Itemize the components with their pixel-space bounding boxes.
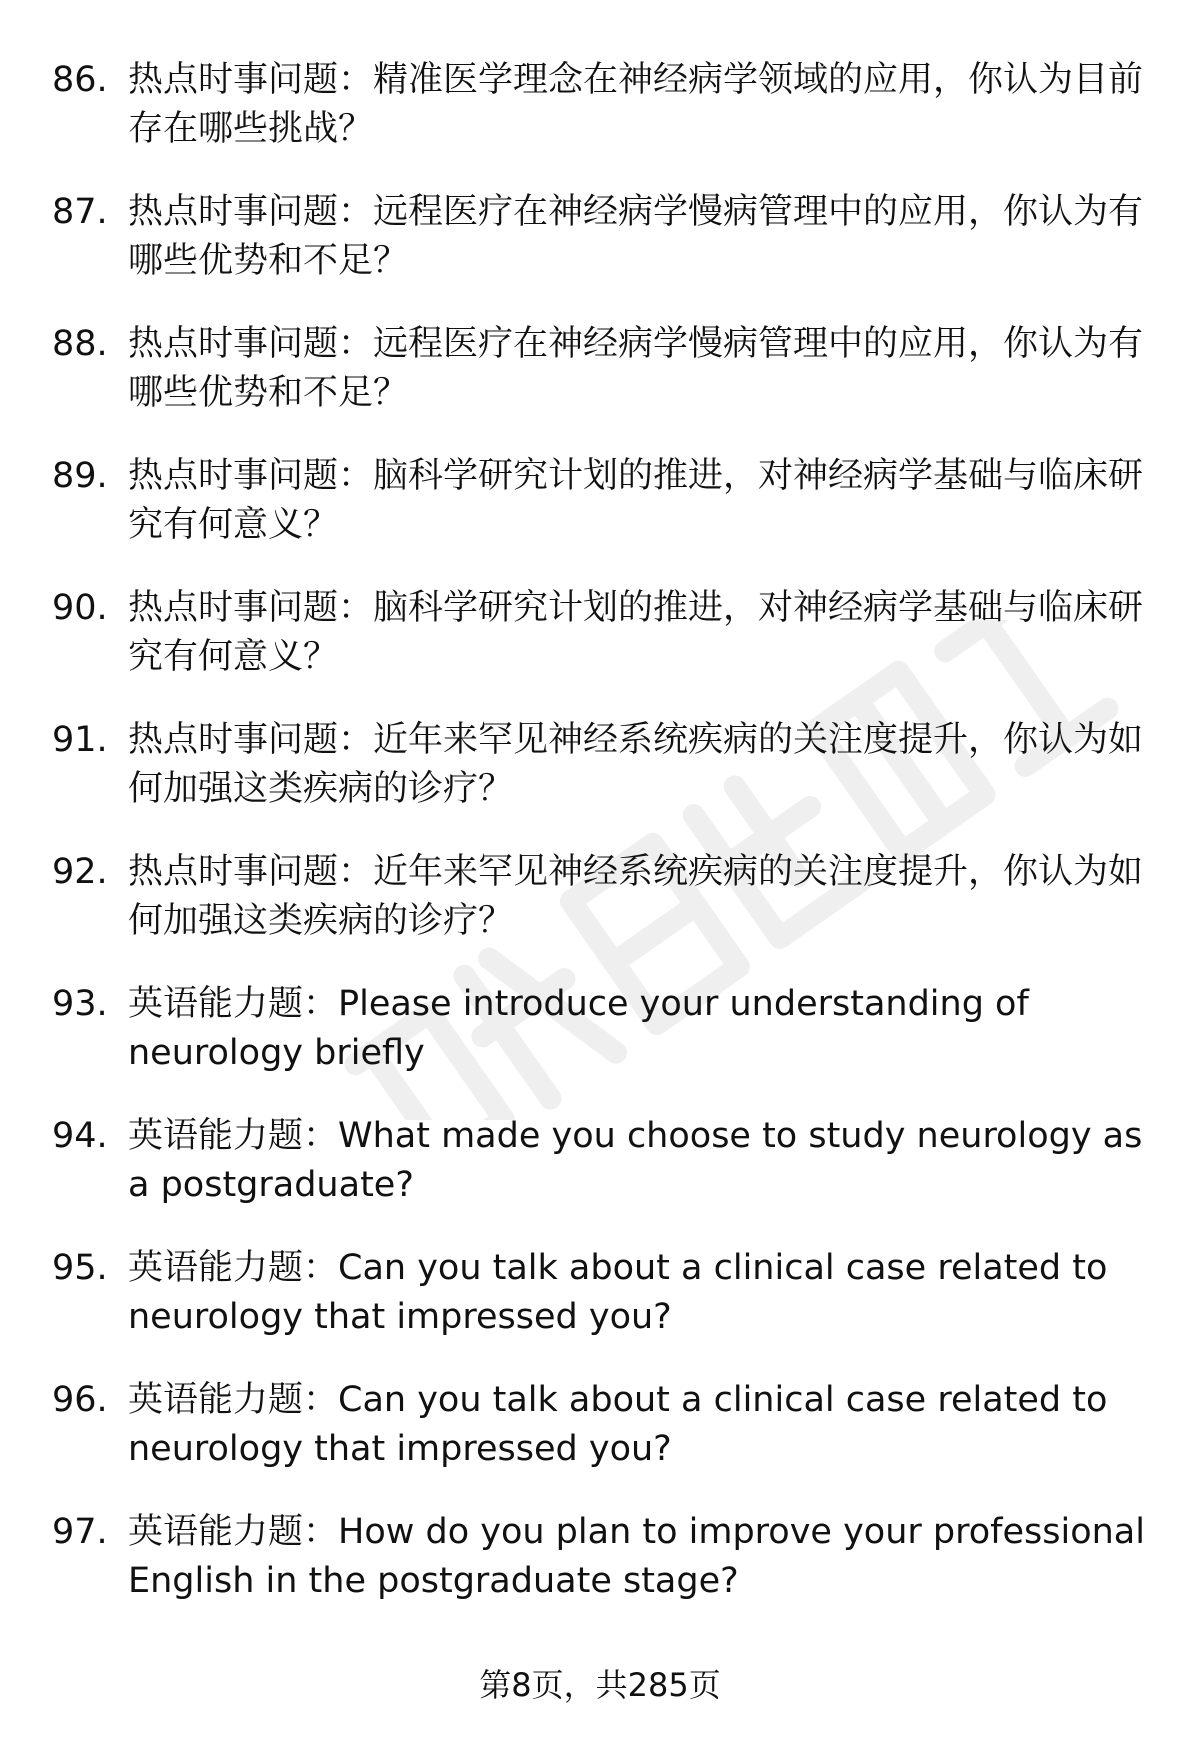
question-text: 热点时事问题：脑科学研究计划的推进，对神经病学基础与临床研究有何意义？ [128,588,1144,677]
question-text: 热点时事问题：远程医疗在神经病学慢病管理中的应用，你认为有哪些优势和不足？ [128,192,1144,281]
question-number: 96. [52,1380,108,1420]
question-item [52,1508,1152,1606]
question-item [52,584,1152,682]
question-number: 91. [52,720,108,760]
question-text: 热点时事问题：近年来罕见神经系统疾病的关注度提升，你认为如何加强这类疾病的诊疗？ [128,852,1144,941]
question-text: 热点时事问题：脑科学研究计划的推进，对神经病学基础与临床研究有何意义？ [128,456,1144,545]
question-text: 英语能力题：How do you plan to improve your professional English in the postgraduate stage? [128,1512,1145,1601]
question-item [52,452,1152,550]
question-number: 97. [52,1512,108,1552]
question-list [52,56,1152,1640]
page-footer: 第8页，共285页 [479,1666,721,1704]
question-number: 95. [52,1248,108,1288]
question-text: 英语能力题：Please introduce your understanding of neurology briefly [128,984,1029,1073]
question-number: 93. [52,984,108,1024]
question-item [52,1112,1152,1210]
question-text: 英语能力题：Can you talk about a clinical case related to neurology that impressed you? [128,1380,1108,1469]
question-item [52,320,1152,418]
question-text: 热点时事问题：精准医学理念在神经病学领域的应用，你认为目前存在哪些挑战？ [128,60,1144,149]
question-text: 热点时事问题：远程医疗在神经病学慢病管理中的应用，你认为有哪些优势和不足？ [128,324,1144,413]
question-number: 94. [52,1116,108,1156]
question-item [52,848,1152,946]
question-item [52,56,1152,154]
question-number: 86. [52,60,108,100]
question-item [52,716,1152,814]
question-text: 英语能力题：Can you talk about a clinical case related to neurology that impressed you? [128,1248,1108,1337]
question-number: 89. [52,456,108,496]
question-number: 90. [52,588,108,628]
question-item [52,188,1152,286]
question-text: 热点时事问题：近年来罕见神经系统疾病的关注度提升，你认为如何加强这类疾病的诊疗？ [128,720,1144,809]
question-number: 88. [52,324,108,364]
question-item [52,980,1152,1078]
question-number: 87. [52,192,108,232]
question-item [52,1376,1152,1474]
question-item [52,1244,1152,1342]
question-number: 92. [52,852,108,892]
question-text: 英语能力题：What made you choose to study neurology as a postgraduate? [128,1116,1143,1205]
